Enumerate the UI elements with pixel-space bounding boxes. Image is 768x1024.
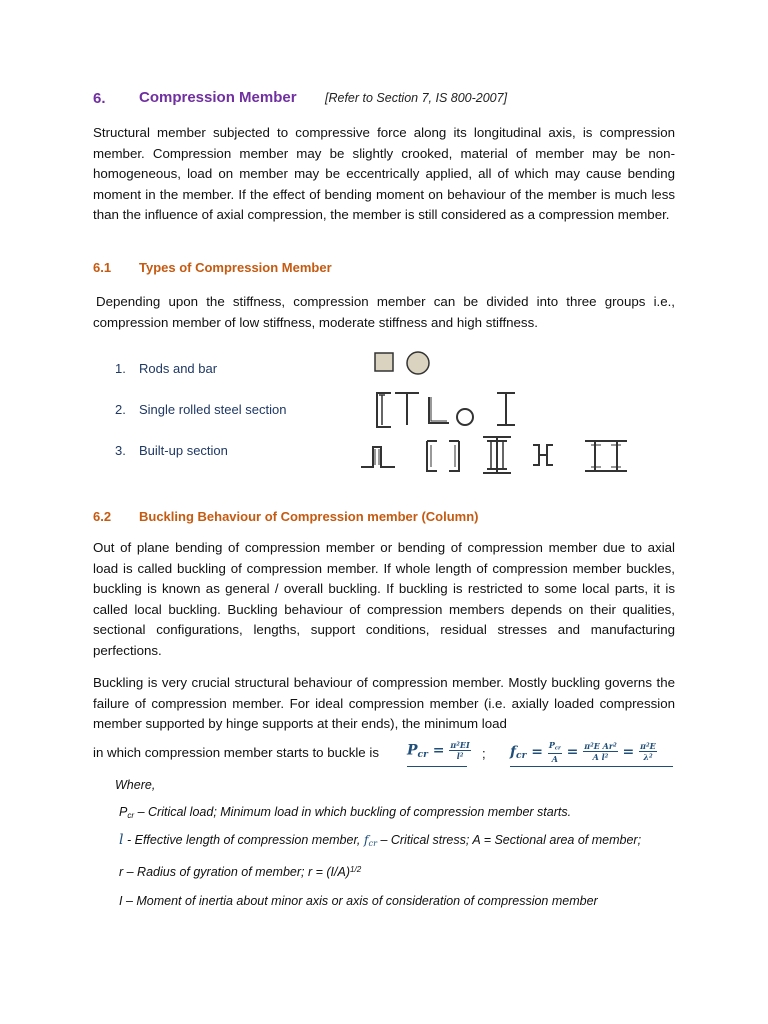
radius-exponent: 1/2: [350, 865, 362, 874]
tee-section-shape: [395, 393, 419, 425]
round-rod-shape: [407, 352, 429, 374]
equation-underline: [510, 766, 673, 767]
equation-underline: [407, 766, 467, 767]
list-item-label: Single rolled steel section: [139, 402, 287, 417]
list-item: [115, 361, 217, 376]
list-item-number: 2.: [115, 402, 126, 417]
laced-channels-shape: [533, 445, 553, 465]
square-bar-shape: [375, 353, 393, 371]
tube-section-shape: [457, 409, 473, 425]
definition-radius: r – Radius of gyration of member; $r = (I/A)^{1/2}$: [119, 865, 362, 880]
angle-section-shape: [429, 397, 449, 423]
section-title: Compression Member: [139, 89, 297, 106]
definition-inertia: I – Moment of inertia about minor axis or axis of consideration of compression member: [119, 894, 598, 908]
list-item: [115, 402, 286, 417]
equation-separator: ;: [482, 746, 486, 761]
definition-pcr: $P_{cr}$ – Critical load; Minimum load in which buckling of compression member starts.: [119, 805, 572, 821]
subsection-title-6-2: Buckling Behaviour of Compression member (Column): [139, 509, 479, 524]
critical-load-equation: $P_{cr}$ = $\frac{\pi^2EI}{l^2}$: [407, 740, 470, 761]
subsection-number-6-1: 6.1: [93, 260, 112, 275]
subsection-title-6-1: Types of Compression Member: [139, 260, 332, 275]
buckling-paragraph-2: Buckling is very crucial structural behaviour of compression member. Mostly buckling governs the failure of compression member. For ideal compression member (i.e. axially loaded compression member supported by hinge supports at their ends), the minimum load: [93, 675, 675, 732]
subsection-number-6-2: 6.2: [93, 509, 112, 524]
box-built-up-shape: [427, 441, 459, 471]
definition-length: l - Effective length of compression member, $f_{cr}$ – Critical stress; A = Sectional area of member;: [119, 832, 642, 849]
double-angle-shape: [361, 447, 395, 467]
section-shapes-illustration: [355, 345, 645, 480]
intro-paragraph: Structural member subjected to compressive force along its longitudinal axis, is compression member. Compression member may be slightly crooked, material of member may be non-homogeneous, load on member may be eccentrically applied, all of which may cause bending moment in the member. If the effect of bending moment on behaviour of the member is much less than the influence of axial compression, the member is still considered as a compression member.: [93, 125, 675, 223]
buckling-paragraph: Out of plane bending of compression member or bending of compression member due to axial load is called buckling of compression member. If whole length of compression member buckles, buckling is known as general / overall buckling. If buckling is restricted to some local parts, it is called local buckling. Buckling behaviour of compression members depends on their qualities, sectional configurations, lengths, support conditions, residual stresses and manufacturing perfections.: [93, 540, 675, 658]
where-label: Where,: [115, 778, 156, 792]
equation-line: [93, 745, 379, 760]
list-item-number: 3.: [115, 443, 126, 458]
channel-section-shape: [377, 393, 391, 427]
plated-i-section-shape: [483, 437, 511, 473]
section-number: 6.: [93, 90, 106, 107]
critical-stress-equation: $f_{cr}$ = $\frac{P_{cr}}{A}$ = $\frac{\pi^2E Ar^2}{A l^2}$ = $\frac{\pi^2E}{\lambda^2}$: [510, 740, 656, 764]
i-section-shape: [497, 393, 515, 425]
list-item: [115, 443, 228, 458]
list-item-label: Built-up section: [139, 443, 228, 458]
equation-lead-text: in which compression member starts to buckle is: [93, 745, 379, 760]
list-item-label: Rods and bar: [139, 361, 218, 376]
list-item-number: 1.: [115, 361, 126, 376]
section-reference: [Refer to Section 7, IS 800-2007]: [325, 91, 508, 105]
types-paragraph: Depending upon the stiffness, compression member can be divided into three groups i.e., compression member of low stiffness, moderate stiffness and high stiffness.: [93, 294, 675, 330]
